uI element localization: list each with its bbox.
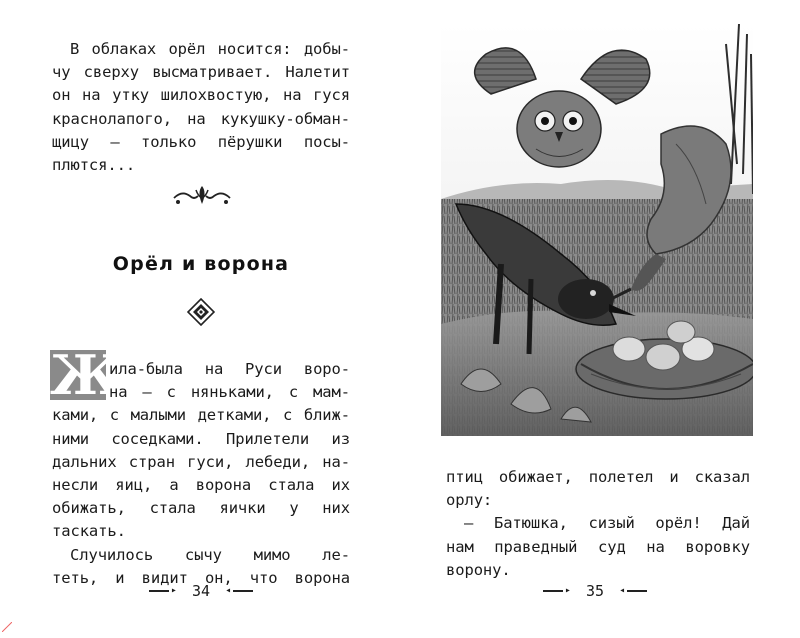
intro-paragraph [52, 38, 350, 177]
text-line: орлу: [446, 491, 493, 510]
story-paragraph-right [446, 466, 750, 582]
page-number: 35 [585, 581, 605, 600]
text-line: чу сверху высматривает. Налетит [52, 63, 350, 82]
text-line: плются... [52, 156, 136, 175]
text-line: Случилось сычу мимо ле- [70, 545, 350, 564]
text-line: теть, и видит он, что ворона [52, 568, 350, 587]
story-paragraph-left [52, 358, 350, 590]
scroll-ornament-icon [172, 182, 232, 208]
text-line: щицу — только пёрушки посы- [52, 132, 350, 151]
text-line: ила-была на Руси воро- [109, 360, 350, 378]
text-line: птиц обижает, полетел и сказал [446, 468, 750, 486]
story-title: Орёл и ворона [112, 253, 290, 275]
text-line: дальних стран гуси, лебеди, на- [52, 452, 350, 471]
text-line: он на утку шилохвостую, на гуся [52, 86, 350, 105]
text-line: нам праведный суд на воровку [446, 537, 750, 556]
text-line: обижать, стала яички у них [52, 499, 350, 518]
page-number-footer: ▸ 35 ◂ [530, 581, 660, 600]
text-line: ками, с малыми детками, с ближ- [52, 406, 350, 425]
text-line: несли яиц, а ворона стала их [52, 476, 350, 495]
owl-crow-heron-nest-illustration [441, 24, 753, 436]
text-line: ними соседками. Прилетели из [52, 429, 350, 448]
text-line: краснолапого, на кукушку-обман- [52, 109, 350, 128]
page-number-footer: ▸ 34 ◂ [136, 581, 266, 600]
text-line: ворону. [446, 560, 511, 579]
page-number: 34 [191, 581, 211, 600]
diamond-ornament-icon [187, 298, 215, 326]
text-line: на — с няньками, с мам- [109, 383, 350, 402]
text-line: таскать. [52, 522, 126, 541]
text-line: В облаках орёл носится: добы- [70, 40, 350, 58]
text-line: — Батюшка, сизый орёл! Дай [464, 514, 750, 533]
drop-cap: Ж [50, 343, 119, 407]
corner-fold-icon [2, 622, 12, 632]
